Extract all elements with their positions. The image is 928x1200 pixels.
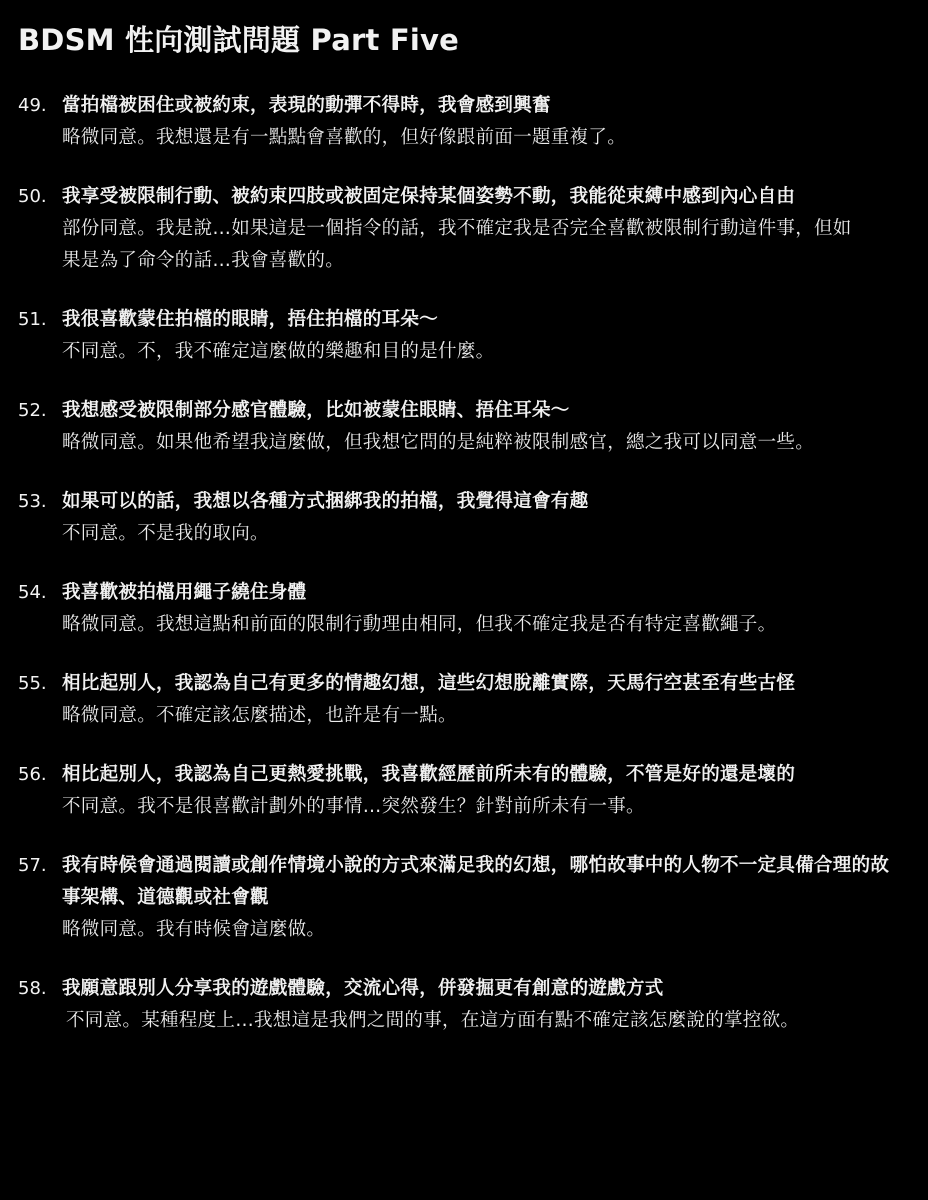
question-number: 53. <box>18 491 47 512</box>
question-text: 我想感受被限制部分感官體驗，比如被蒙住眼睛、捂住耳朵～ <box>62 400 570 421</box>
answer-text: 部份同意。我是說…如果這是一個指令的話，我不確定我是否完全喜歡被限制行動這件事，但如果是為了命令的話…我會喜歡的。 <box>62 218 852 271</box>
question-text: 我很喜歡蒙住拍檔的眼睛，捂住拍檔的耳朵～ <box>62 309 439 330</box>
question-text: 如果可以的話，我想以各種方式捆綁我的拍檔，我覺得這會有趣 <box>62 491 589 512</box>
question-item-58 <box>18 973 904 1037</box>
question-number: 55. <box>18 673 47 694</box>
question-number: 54. <box>18 582 47 603</box>
question-item-49 <box>18 90 904 154</box>
answer-text: 不同意。不是我的取向。 <box>62 523 269 544</box>
question-number: 52. <box>18 400 47 421</box>
question-text: 我願意跟別人分享我的遊戲體驗，交流心得，併發掘更有創意的遊戲方式 <box>62 978 664 999</box>
question-item-52 <box>18 395 904 459</box>
question-item-57 <box>18 850 904 946</box>
answer-text: 不同意。某種程度上…我想這是我們之間的事，在這方面有點不確定該怎麼說的掌控欲。 <box>66 1010 800 1031</box>
page-title: BDSM 性向測試問題 Part Five <box>18 23 459 57</box>
question-number: 49. <box>18 95 47 116</box>
question-item-54 <box>18 577 904 641</box>
question-number: 56. <box>18 764 47 785</box>
question-text: 我喜歡被拍檔用繩子繞住身體 <box>62 582 307 603</box>
question-text: 相比起別人，我認為自己更熱愛挑戰，我喜歡經歷前所未有的體驗，不管是好的還是壞的 <box>62 764 796 785</box>
question-item-55 <box>18 668 904 732</box>
question-number: 51. <box>18 309 47 330</box>
answer-text: 略微同意。我想還是有一點點會喜歡的，但好像跟前面一題重複了。 <box>62 127 627 148</box>
answer-text: 略微同意。我想這點和前面的限制行動理由相同，但我不確定我是否有特定喜歡繩子。 <box>62 614 777 635</box>
answer-text: 不同意。不，我不確定這麼做的樂趣和目的是什麼。 <box>62 341 495 362</box>
answer-text: 略微同意。我有時候會這麼做。 <box>62 919 326 940</box>
question-text: 我享受被限制行動、被約束四肢或被固定保持某個姿勢不動，我能從束縛中感到內心自由 <box>62 186 796 207</box>
answer-text: 略微同意。不確定該怎麼描述，也許是有一點。 <box>62 705 457 726</box>
question-item-51 <box>18 304 904 368</box>
question-number: 58. <box>18 978 47 999</box>
answer-text: 略微同意。如果他希望我這麼做，但我想它問的是純粹被限制感官，總之我可以同意一些。 <box>62 432 815 453</box>
question-text: 當拍檔被困住或被約束，表現的動彈不得時，我會感到興奮 <box>62 95 551 116</box>
question-text: 我有時候會通過閱讀或創作情境小說的方式來滿足我的幻想，哪怕故事中的人物不一定具備合理的故事架構、道德觀或社會觀 <box>62 855 890 908</box>
question-item-50 <box>18 181 904 277</box>
question-list <box>18 90 904 1037</box>
question-item-53 <box>18 486 904 550</box>
question-item-56 <box>18 759 904 823</box>
question-text: 相比起別人，我認為自己有更多的情趣幻想，這些幻想脫離實際，天馬行空甚至有些古怪 <box>62 673 796 694</box>
answer-text: 不同意。我不是很喜歡計劃外的事情…突然發生？針對前所未有一事。 <box>62 796 645 817</box>
question-number: 57. <box>18 855 47 876</box>
question-number: 50. <box>18 186 47 207</box>
